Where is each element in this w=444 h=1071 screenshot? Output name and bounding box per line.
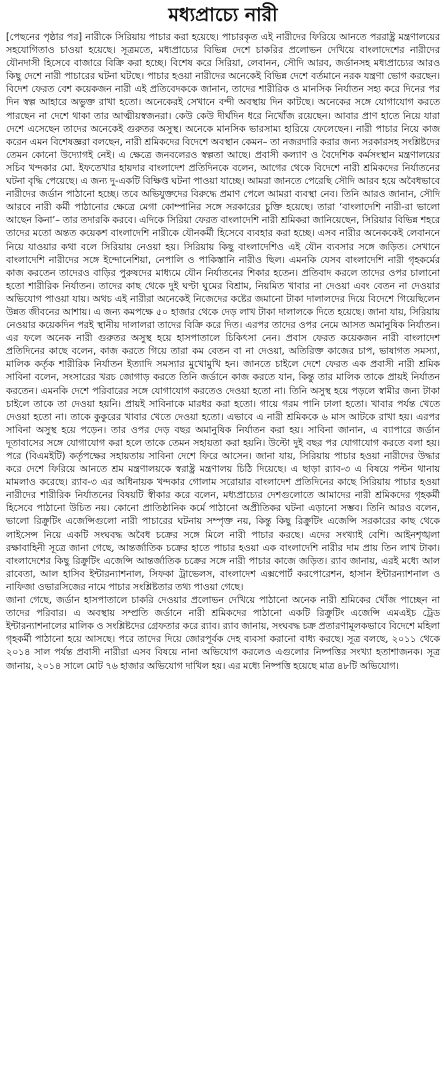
paragraph: [পেছনের পৃষ্ঠার পর] নারীকে সিরিয়ায় পাচার করা হয়েছে। পাচারকৃত এই নারীদের ফিরিয়ে আনতে পররাষ্ট্র মন্ত্রণালয়ের সহযোগিতাও চাওয়া হয়েছে। সূত্রমতে, মধ্যপ্রাচ্যের বিভিন্ন দেশে চাকরির প্রলোভন দেখিয়ে বাংলাদেশের নারীদের যৌনদাসী হিসেবে বাজারে বিক্রি করা হচ্ছে। বিশেষ করে সিরিয়া, লেবানন, সৌদি আরব, জর্ডানসহ মধ্যপ্রাচ্যের আরও কিছু দেশে নারী পাচারের ঘটনা ঘটছে। পাচার হওয়া নারীদের অনেকেই বিভিন্ন দেশে বর্তমানে নরক যন্ত্রণা ভোগ করছেন। বিদেশ ফেরত বেশ কয়েকজন নারী এই প্রতিবেদককে জানান, তাদের শারীরিক ও মানসিক নির্যাতন সহ্য করে দিনের পর দিন স্বল্প আহারে অভুক্ত রাখা হতো। অনেকেরই সেখানে বন্দী অবস্থায় দিন কাটছে। অনেকের সঙ্গে যোগাযোগ করতে পারছেন না দেশে থাকা তার আত্মীয়স্বজনরা। কেউ কেউ দীর্ঘদিন ধরে নিখোঁজ রয়েছেন। আবার প্রাণ হাতে নিয়ে যারা দেশে এসেছেন তাদের অনেকেই গুরুতর অসুস্থ। অনেকে মানসিক ভারসাম্য হারিয়ে ফেলেছেন। নারী পাচার নিয়ে কাজ করেন এমন বিশেষজ্ঞরা বলছেন, নারী শ্রমিকদের বিদেশে অবস্থান কেমন– তা নজরদারি করার জন্য সরকারসহ সংশ্লিষ্টদের তেমন কোনো উদ্যোগই নেই। এ ক্ষেত্রে জনবলেরও স্বল্পতা আছে। প্রবাসী কল্যাণ ও বৈদেশিক কর্মসংস্থান মন্ত্রণালয়ের সচিব খন্দকার মো. ইফতেখার হায়দার বাংলাদেশ প্রতিদিনকে বলেন, আগের থেকে বিদেশে নারী শ্রমিকদের নির্যাতনের ঘটনা বৃদ্ধি পেয়েছে। এ জন্য দু-একটি বিক্ষিপ্ত ঘটনা পাওয়া যাচ্ছে। আমরা জানতে পেরেছি সৌদি আরব হয়ে অবৈধভাবে নারীদের জর্ডান পাঠানো হচ্ছে। তবে অভিযুক্তদের বিরুদ্ধে প্রমাণ পেলে আমরা ব্যবস্থা নেব। তিনি আরও জানান, সৌদি আরবে নারী কর্মী পাঠানোর ক্ষেত্রে মেগা কোম্পানির সঙ্গে সরকারের চুক্তি হয়েছে। তারা ‘বাংলাদেশি নারী-রা ভালো আছেন কিনা’– তার তদারকি করবে। এদিকে সিরিয়া ফেরত বাংলাদেশি নারী শ্রমিকরা জানিয়েছেন, সিরিয়ার বিভিন্ন শহরে তাদের মতো অন্তত কয়েকশ বাংলাদেশি নারীকে যৌনকর্মী হিসেবে ব্যবহার করা হচ্ছে। এসব নারীর অনেককেই লেবাননে নিয়ে যাওয়ার কথা বলে সিরিয়ায় নেওয়া হয়। সিরিয়ায় কিছু বাংলাদেশিও এই যৌন ব্যবসার সঙ্গে জড়িত। সেখানে বাংলাদেশি নারীদের সঙ্গে ইন্দোনেশিয়া, নেপালি ও পাকিস্তানি নারীও ছিল। এমনকি যেসব বাংলাদেশি নারী গৃহকর্মের কাজ করতেন তাদেরও বাড়ির পুরুষদের মাধ্যমে যৌন নির্যাতনের শিকার হতেন। প্রতিবাদ করলে তাদের ওপর চালানো হতো শারীরিক নির্যাতন। তাদের কাছ থেকে দুই ঘণ্টা ঘুমের বিশ্রাম, নিয়মিত খাবার না দেওয়া এবং বেতন না দেওয়ার অভিযোগ পাওয়া যায়। অথচ এই নারীরা অনেকেই নিজেদের কষ্টের জমানো টাকা দালালদের দিয়ে বিদেশে গিয়েছিলেন উন্নত জীবনের আশায়। এ জন্য কমপক্ষে ৫০ হাজার থেকে দেড় লাখ টাকা দালালকে দিতে হয়েছে। জানা যায়, সিরিয়ায় নেওয়ার কয়েকদিন পরই স্থানীয় দালালরা তাদের বিক্রি করে দিত। এরপর তাদের ওপর নেমে আসত অমানুষিক নির্যাতন। এর ফলে অনেক নারী গুরুতর অসুস্থ হয়ে হাসপাতালে চিকিৎসা নেন। প্রবাস ফেরত কয়েকজন নারী বাংলাদেশ প্রতিদিনের কাছে বলেন, কাজ করতে গিয়ে তারা কম বেতন বা না দেওয়া, অতিরিক্ত কাজের চাপ, ভাষাগত সমস্যা, মালিক কর্তৃক শারীরিক নির্যাতন ইত্যাদি সমস্যার মুখোমুখি হন। জানতে চাইলে দেশে ফেরত এক প্রবাসী নারী শ্রমিক সাবিনা বলেন, সংসারের খরচ জোগাড় করতে তিনি জর্ডানে কাজ করতে যান, কিন্তু তার মালিক তাকে প্রায়ই নির্যাতন করতেন। এমনকি দেশে পরিবারের সঙ্গে যোগাযোগ করতেও দেওয়া হতো না। তিনি অসুস্থ হয়ে পড়লে স্বামীর জন্য টাকা চাইলে তাকে তা দেওয়া হয়নি। প্রায়ই সাবিনাকে মারধর করা হতো। গায়ে গরম পানি ঢালা হতো। খাবার পর্যন্ত খেতে দেওয়া হতো না। তাকে কুকুরের খাবার খেতে দেওয়া হতো। এভাবে এ নারী শ্রমিককে ৬ মাস আটকে রাখা হয়। এরপর সাবিনা অসুস্থ হয়ে পড়েন। তার ওপর দেড় বছর অমানুষিক নির্যাতন করা হয়। সাবিনা জানান, এ ব্যাপারে জর্ডান দূতাবাসের সঙ্গে যোগাযোগ করা হলে তাকে তেমন সহায়তা করা হয়নি। উল্টো দুই বছর পর যোগাযোগ করতে বলা হয়। পরে (বিএমইটি) কর্তৃপক্ষের সহায়তায় সাবিনা দেশে ফিরে আসেন। জানা যায়, সিরিয়ায় পাচার হওয়া নারীদের উদ্ধার করে দেশে ফিরিয়ে আনতে শ্রম মন্ত্রণালয়কে স্বরাষ্ট্র মন্ত্রণালয় চিঠি দিয়েছে। এ ছাড়া র‌্যাব-৩ এ বিষয়ে পল্টন থানায় মামলাও করেছে। র‌্যাব-৩ এর অধিনায়ক খন্দকার গোলাম সরোয়ার বাংলাদেশ প্রতিদিনের কাছে সিরিয়ায় পাচার হওয়া নারীদের শারীরিক নির্যাতনের বিষয়টি স্বীকার করে বলেন, মধ্যপ্রাচ্যের দেশগুলোতে আমাদের নারী শ্রমিকদের গৃহকর্মী হিসেবে পাঠানো উচিত নয়। কোনো প্রাতিষ্ঠানিক কর্মে পাঠানো অপ্রীতিকর ঘটনা এড়ানো সম্ভব। তিনি আরও বলেন, ভালো রিক্রুটিং এজেন্সিগুলো নারী পাচারের ঘটনায় সম্পৃক্ত নয়, কিন্তু কিছু রিক্রুটিং এজেন্সি সরকারের কাছ থেকে লাইসেন্স নিয়ে একটি সংঘবদ্ধ অবৈধ চক্রের সঙ্গে মিলে নারী পাচার করছে। এদের সংখ্যাই বেশি। আইনশৃঙ্খলা রক্ষাবাহিনী সূত্রে জানা গেছে, আন্তর্জাতিক চক্রের হাতে পাচার হওয়া এক বাংলাদেশি নারীর দাম প্রায় তিন লাখ টাকা। বাংলাদেশের কিছু রিক্রুটিং এজেন্সি আন্তর্জাতিক চক্রের সঙ্গে নারী পাচার কাজে জড়িত। র‌্যাব জানায়, এরই মধ্যে আল রাবেতা, আল হাসিব ইন্টারন্যাশনাল, সিফকা ট্রাভেলস, বাংলাদেশ এক্সপোর্ট করপোরেশন, হাসান ইন্টারন্যাশনাল ও নাফিজা ওভারসিজের নামে পাচার সংশ্লিষ্টতার তথ্য পাওয়া গেছে। [6,32,440,593]
article-body [6,31,440,673]
headline: মধ্যপ্রাচ্যে নারী [168,4,278,26]
paragraph: জানা গেছে, জর্ডান হাসপাতালে চাকরি দেওয়ার প্রলোভন দেখিয়ে পাঠানো অনেক নারী শ্রমিকের খোঁজ পাচ্ছেন না তাদের পরিবার। এ অবস্থায় সম্প্রতি জর্ডানে নারী শ্রমিকদের পাঠানো একটি রিক্রুটিং এজেন্সি এমএইচ ট্রেড ইন্টারন্যাশনালের মালিক ও সংশ্লিষ্টদের গ্রেফতার করে র‌্যাব। র‌্যাব জানায়, সংঘবদ্ধ চক্র প্রতারণামূলকভাবে বিদেশে মহিলা গৃহকর্মী পাঠানো হয়ে আসছে। পরে তাদের দিয়ে জোরপূর্বক দেহ ব্যবসা করানো বাধ্য করছে। সূত্র বলছে, ২০১১ থেকে ২০১৪ সাল পর্যন্ত প্রবাসী নারীরা এসব বিষয়ে নানা অভিযোগ করলেও এগুলোর নিষ্পত্তির সংখ্যা হতাশাজনক। সূত্র জানায়, ২০১৪ সালে মোট ৭৬ হাজার অভিযোগ দাখিল হয়। এর মধ্যে নিষ্পত্তি হয়েছে মাত্র ৪৮টি অভিযোগ। [6,595,440,672]
